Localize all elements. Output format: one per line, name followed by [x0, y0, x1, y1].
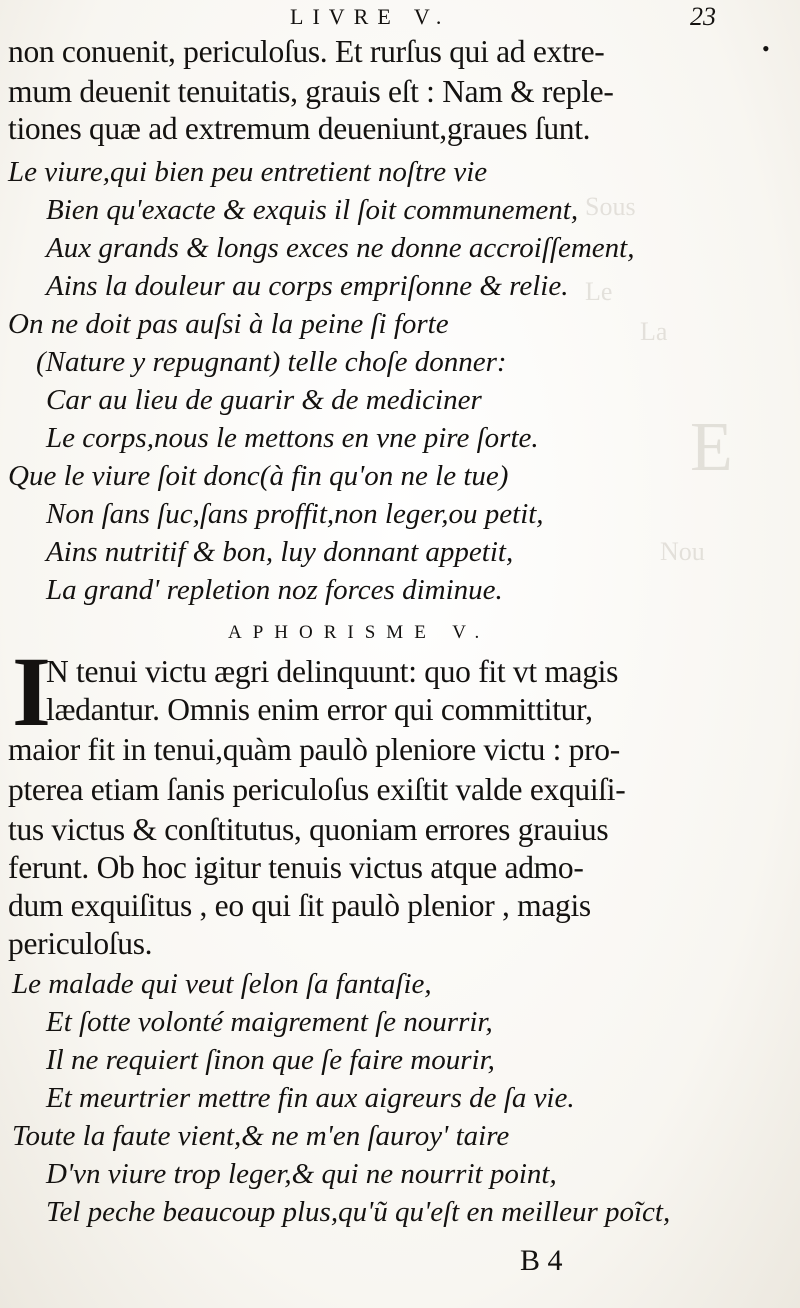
text-line: lædantur. Omnis enim error qui committitur, — [46, 692, 593, 727]
text-line: N tenui victu ægri delinquunt: quo fit vt magis — [46, 654, 619, 689]
running-head: LIVRE V. — [290, 4, 451, 29]
verse-line: Tel peche beaucoup plus,qu'ũ qu'eſt en meilleur poĩct, — [46, 1196, 671, 1228]
margin-dot: • — [762, 36, 770, 61]
signature-mark: B 4 — [520, 1244, 563, 1277]
text-line: tus victus & conſtitutus, quoniam errores grauius — [8, 812, 609, 847]
page-number: 23 — [690, 2, 716, 31]
page-header — [0, 2, 800, 36]
verse-line: Non ſans ſuc,ſans proffit,non leger,ou petit, — [46, 498, 544, 530]
verse-line: Le corps,nous le mettons en vne pire ſorte. — [46, 422, 539, 454]
verse-line: Ains nutritif & bon, luy donnant appetit, — [46, 536, 514, 568]
text-line: mum deuenit tenuitatis, grauis eſt : Nam & reple- — [8, 74, 614, 109]
verse-line: Toute la faute vient,& ne m'en ſauroy' taire — [12, 1120, 510, 1152]
verse-line: D'vn viure trop leger,& qui ne nourrit point, — [46, 1158, 557, 1190]
verse-line: Aux grands & longs exces ne donne accroiſſement, — [46, 232, 635, 264]
verse-line: Ains la douleur au corps empriſonne & relie. — [46, 270, 569, 302]
verse-line: Le malade qui veut ſelon ſa fantaſie, — [12, 968, 432, 1000]
drop-cap: I — [12, 636, 51, 747]
aphorism-heading: APHORISME V. — [228, 622, 491, 643]
svg-text:E: E — [690, 409, 733, 486]
verse-line: Et ſotte volonté maigrement ſe nourrir, — [46, 1006, 493, 1038]
svg-text:Sous: Sous — [585, 192, 636, 221]
text-line: tiones quæ ad extremum deueniunt,graues ſunt. — [8, 111, 591, 146]
verse-line: Le viure,qui bien peu entretient noſtre vie — [8, 156, 488, 188]
svg-text:Nou: Nou — [660, 537, 705, 566]
text-line: pterea etiam ſanis periculoſus exiſtit valde exquiſi- — [8, 772, 626, 807]
verse-line: Et meurtrier mettre fin aux aigreurs de ſa vie. — [46, 1082, 575, 1114]
verse-line: La grand' repletion noz forces diminue. — [46, 574, 503, 606]
text-line: ferunt. Ob hoc igitur tenuis victus atque admo- — [8, 850, 584, 885]
verse-line: Bien qu'exacte & exquis il ſoit communement, — [46, 194, 579, 226]
text-line: non conuenit, periculoſus. Et rurſus qui ad extre- — [8, 34, 605, 69]
verse-line: On ne doit pas auſsi à la peine ſi forte — [8, 308, 449, 340]
verse-line: Il ne requiert ſinon que ſe faire mourir, — [46, 1044, 495, 1076]
verse-line: Car au lieu de guarir & de mediciner — [46, 384, 482, 416]
verse-line: Que le viure ſoit donc(à fin qu'on ne le tue) — [8, 460, 509, 492]
svg-text:Le: Le — [585, 277, 613, 306]
text-line: dum exquiſitus , eo qui ſit paulò plenior , magis — [8, 888, 591, 923]
text-line: periculoſus. — [8, 926, 153, 961]
text-line: maior fit in tenui,quàm paulò pleniore victu : pro- — [8, 732, 620, 767]
verse-line: (Nature y repugnant) telle choſe donner: — [36, 346, 507, 378]
svg-text:La: La — [640, 317, 668, 346]
